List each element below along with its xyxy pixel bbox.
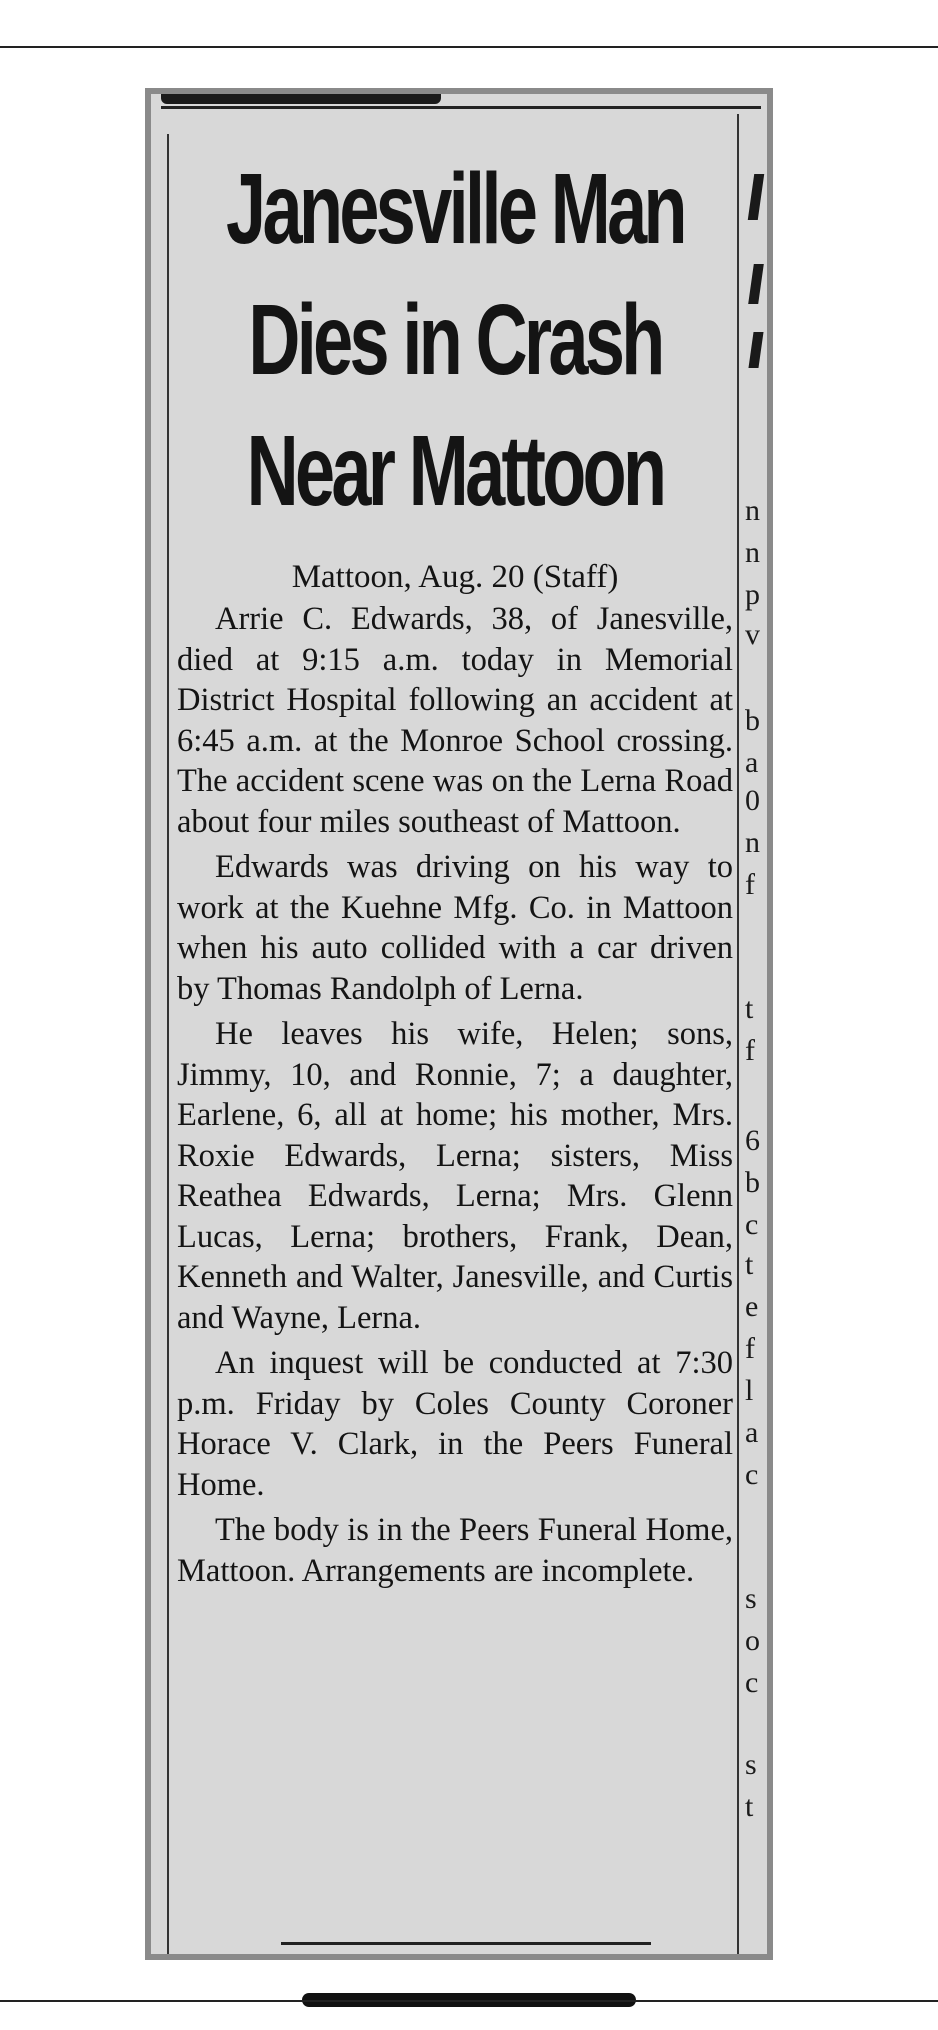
screen-top-divider (0, 46, 938, 48)
adjacent-letter: c (745, 1208, 759, 1241)
adjacent-letter: l (745, 1374, 754, 1407)
adjacent-letter: n (745, 536, 760, 569)
adjacent-letter: c (745, 1666, 759, 1699)
adjacent-letter: s (745, 1748, 757, 1781)
screen-bottom-divider (0, 2000, 938, 2002)
headline (176, 144, 735, 537)
adjacent-letter: a (745, 1416, 759, 1449)
adjacent-column-fragment (743, 94, 773, 1960)
adjacent-letter: b (745, 1166, 760, 1199)
adjacent-letter: a (745, 746, 759, 779)
adjacent-letter: f (745, 1034, 755, 1067)
paragraph-3: He leaves his wife, Helen; sons, Jimmy, 10, and Ronnie, 7; a daughter, Earlene, 6, all at home; his mother, Mrs. Roxie Edwards, Lerna; sisters, Miss Reathea Edwards, Lerna; Mrs. Glenn Lucas, Lerna; brothers, Frank, Dean, Kenneth and Walter, Janesville, and Curtis and Wayne, Lerna. (177, 1016, 733, 1336)
paragraph-4: An inquest will be conducted at 7:30 p.m. Friday by Coles County Coroner Horace V. Clark, in the Peers Funeral Home. (177, 1345, 733, 1503)
article-end-rule (281, 1942, 651, 1945)
adjacent-heading-fragment-1 (748, 174, 764, 220)
article (177, 144, 733, 1591)
adjacent-letter: 0 (745, 784, 760, 817)
adjacent-letter: s (745, 1582, 757, 1615)
adjacent-letter: f (745, 868, 755, 901)
adjacent-letter: v (745, 618, 760, 651)
adjacent-letter: 6 (745, 1124, 760, 1157)
paragraph-2: Edwards was driving on his way to work at the Kuehne Mfg. Co. in Mattoon when his auto collided with a car driven by Thomas Randolph of Lerna. (177, 849, 733, 1007)
paragraph-5: The body is in the Peers Funeral Home, Mattoon. Arrangements are incomplete. (177, 1512, 733, 1589)
newspaper-clipping (145, 88, 773, 1960)
dateline: Mattoon, Aug. 20 (Staff) (291, 559, 619, 595)
adjacent-letter: n (745, 826, 760, 859)
clipping-top-rule (161, 106, 761, 109)
adjacent-letter: b (745, 704, 760, 737)
adjacent-heading-fragment-3 (748, 332, 763, 368)
paragraph-1: Arrie C. Edwards, 38, of Janesville, died at 9:15 a.m. today in Memorial District Hospital following an accident at 6:45 a.m. at the Monroe School crossing. The accident scene was on the Lerna Road about four miles southeast of Mattoon. (177, 601, 733, 840)
right-column-rule (737, 114, 739, 1960)
cropped-previous-headline (161, 94, 441, 104)
adjacent-letter: t (745, 992, 754, 1025)
adjacent-letter: t (745, 1790, 754, 1823)
left-column-rule (167, 134, 169, 1960)
adjacent-letter: f (745, 1332, 755, 1365)
adjacent-letter: c (745, 1458, 759, 1491)
adjacent-letter: t (745, 1248, 754, 1281)
headline-line-3: Near Mattoon (246, 415, 664, 527)
adjacent-letter: p (745, 578, 760, 611)
adjacent-heading-fragment-2 (748, 264, 764, 304)
adjacent-letter: e (745, 1290, 759, 1323)
article-body (177, 599, 733, 1591)
adjacent-letter: n (745, 494, 760, 527)
headline-line-1: Janesville Man (226, 153, 684, 265)
headline-line-2: Dies in Crash (248, 284, 662, 396)
adjacent-letter: o (745, 1624, 760, 1657)
